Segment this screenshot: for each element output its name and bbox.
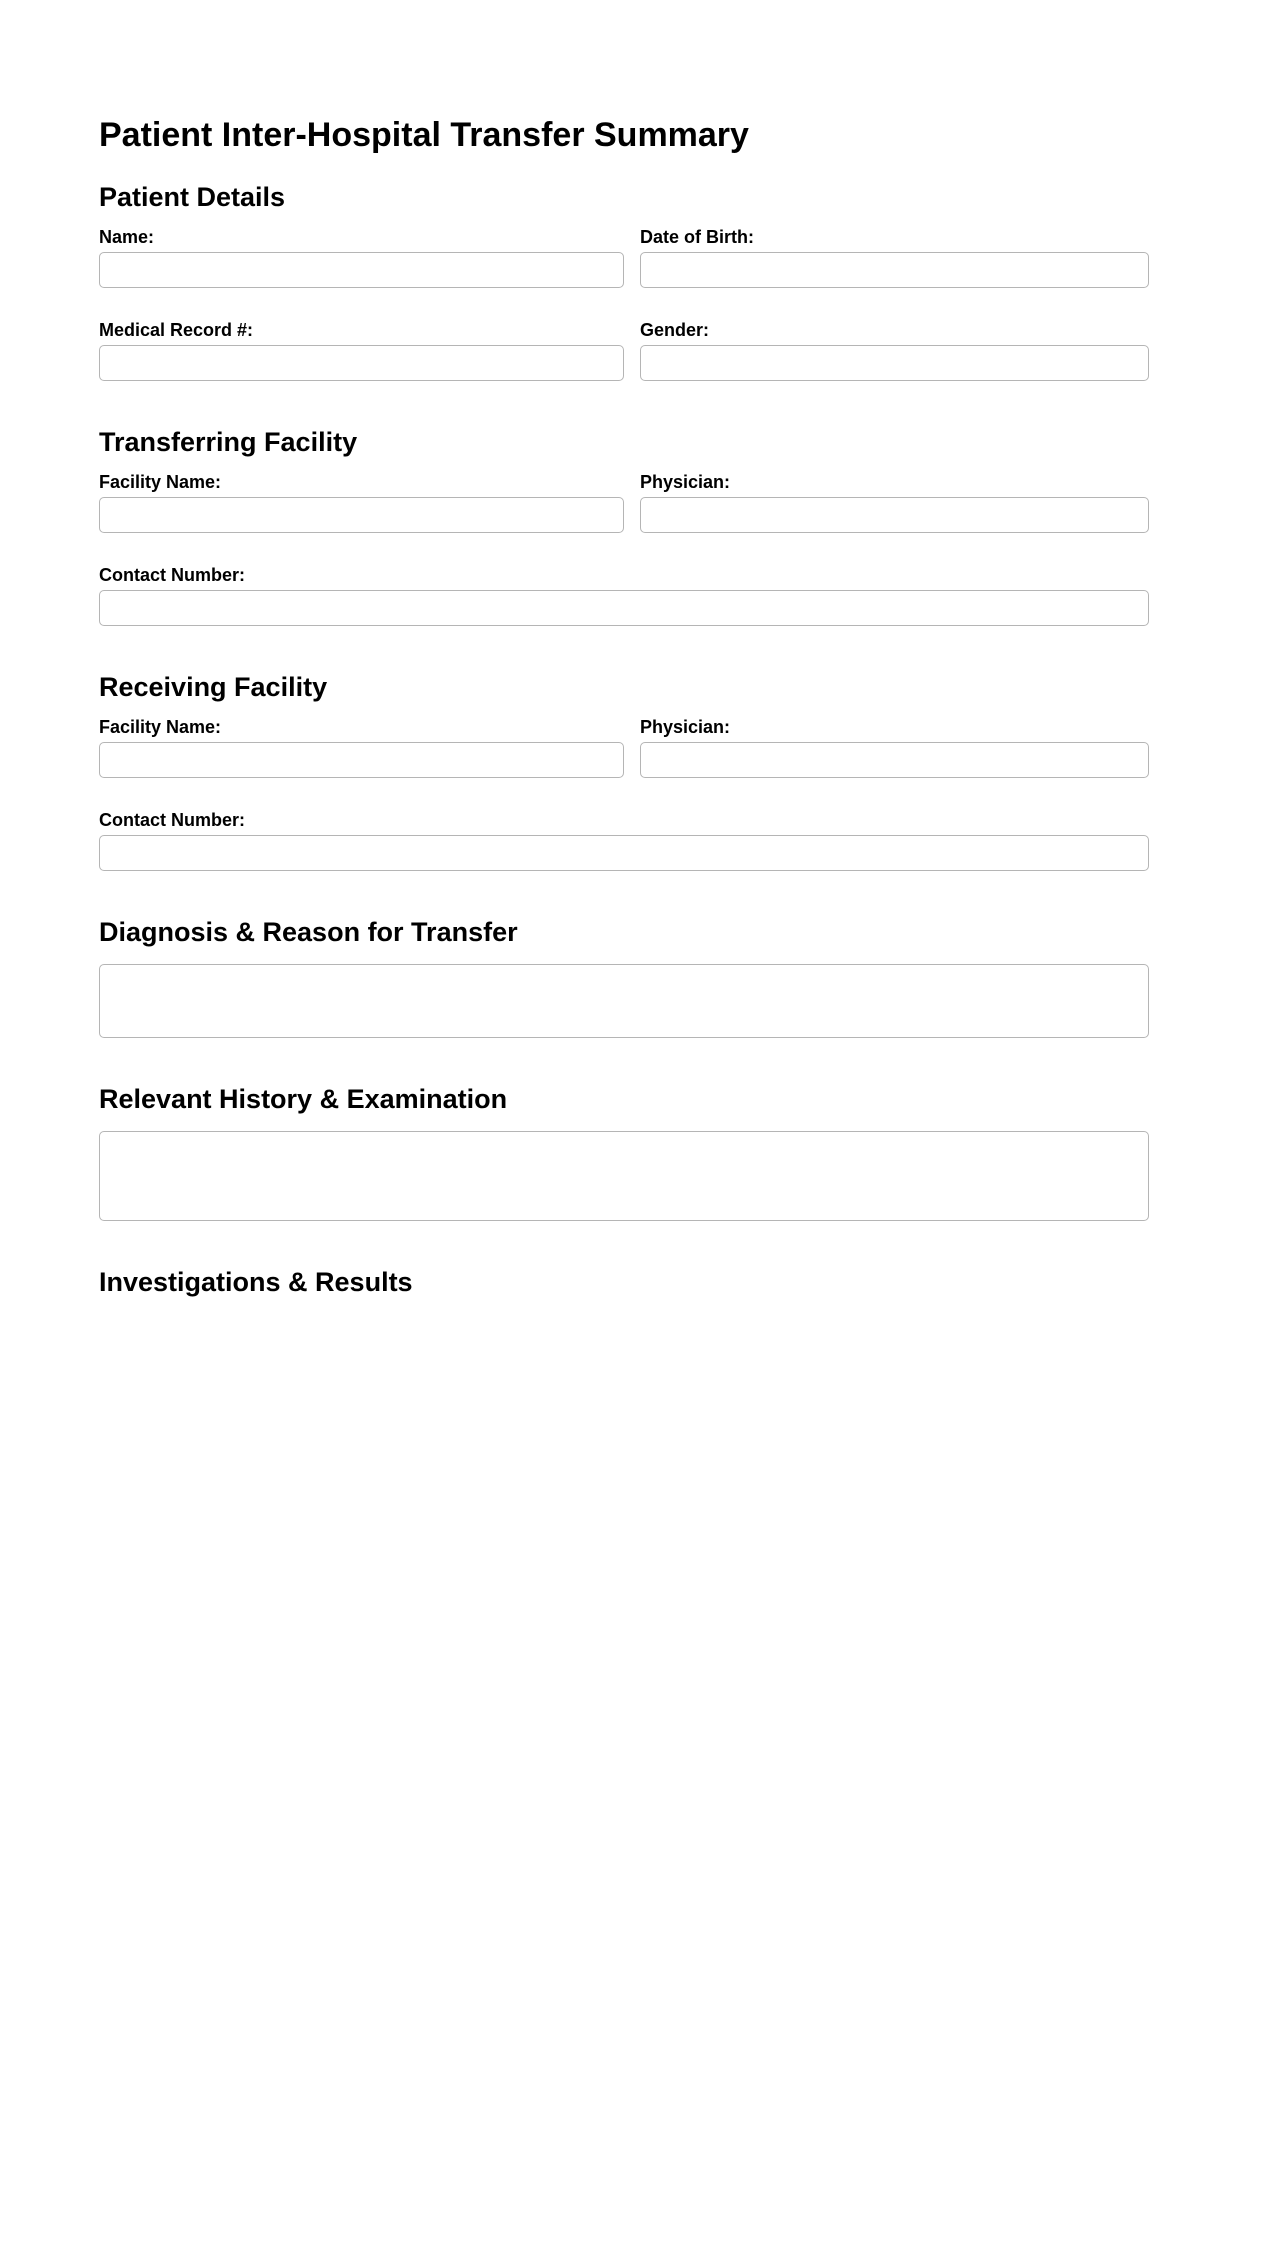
transferring-contact-field (99, 565, 1149, 626)
gender-input[interactable] (640, 345, 1149, 381)
receiving-facility-name-label: Facility Name: (99, 717, 222, 737)
receiving-facility-name-input[interactable] (99, 742, 624, 778)
name-field (99, 227, 624, 288)
date-of-birth-field (640, 227, 1149, 288)
transferring-facility-name-field (99, 472, 624, 533)
transferring-contact-input[interactable] (99, 590, 1149, 626)
receiving-physician-field (640, 717, 1149, 778)
medical-record-input[interactable] (99, 345, 624, 381)
transferring-physician-field (640, 472, 1149, 533)
patient-details-heading: Patient Details (99, 182, 286, 212)
section-transferring-facility (99, 427, 1149, 626)
patient-details-row-2 (99, 320, 1149, 381)
diagnosis-reason-heading: Diagnosis & Reason for Transfer (99, 917, 518, 947)
transferring-facility-row-1 (99, 472, 1149, 533)
section-patient-details (99, 182, 1149, 381)
section-investigations (99, 1267, 1149, 1298)
date-of-birth-input[interactable] (640, 252, 1149, 288)
date-of-birth-label: Date of Birth: (640, 227, 754, 247)
transferring-facility-name-label: Facility Name: (99, 472, 222, 492)
name-input[interactable] (99, 252, 624, 288)
transferring-physician-label: Physician: (640, 472, 731, 492)
gender-label: Gender: (640, 320, 710, 340)
history-examination-heading: Relevant History & Examination (99, 1084, 508, 1114)
diagnosis-reason-textarea[interactable] (99, 964, 1149, 1038)
receiving-physician-input[interactable] (640, 742, 1149, 778)
section-diagnosis-reason (99, 917, 1149, 1038)
investigations-heading: Investigations & Results (99, 1267, 413, 1297)
receiving-contact-label: Contact Number: (99, 810, 246, 830)
receiving-contact-input[interactable] (99, 835, 1149, 871)
page-title: Patient Inter-Hospital Transfer Summary (99, 116, 749, 154)
receiving-contact-field (99, 810, 1149, 871)
transferring-physician-input[interactable] (640, 497, 1149, 533)
receiving-facility-name-field (99, 717, 624, 778)
name-label: Name: (99, 227, 155, 247)
patient-details-row-1 (99, 227, 1149, 288)
transferring-contact-label: Contact Number: (99, 565, 246, 585)
section-history-examination (99, 1084, 1149, 1221)
receiving-facility-row-2 (99, 810, 1149, 871)
transferring-facility-name-input[interactable] (99, 497, 624, 533)
medical-record-label: Medical Record #: (99, 320, 254, 340)
gender-field (640, 320, 1149, 381)
transferring-facility-row-2 (99, 565, 1149, 626)
receiving-facility-heading: Receiving Facility (99, 672, 328, 702)
receiving-facility-row-1 (99, 717, 1149, 778)
receiving-physician-label: Physician: (640, 717, 731, 737)
history-examination-textarea[interactable] (99, 1131, 1149, 1221)
section-receiving-facility (99, 672, 1149, 871)
medical-record-field (99, 320, 624, 381)
transferring-facility-heading: Transferring Facility (99, 427, 358, 457)
